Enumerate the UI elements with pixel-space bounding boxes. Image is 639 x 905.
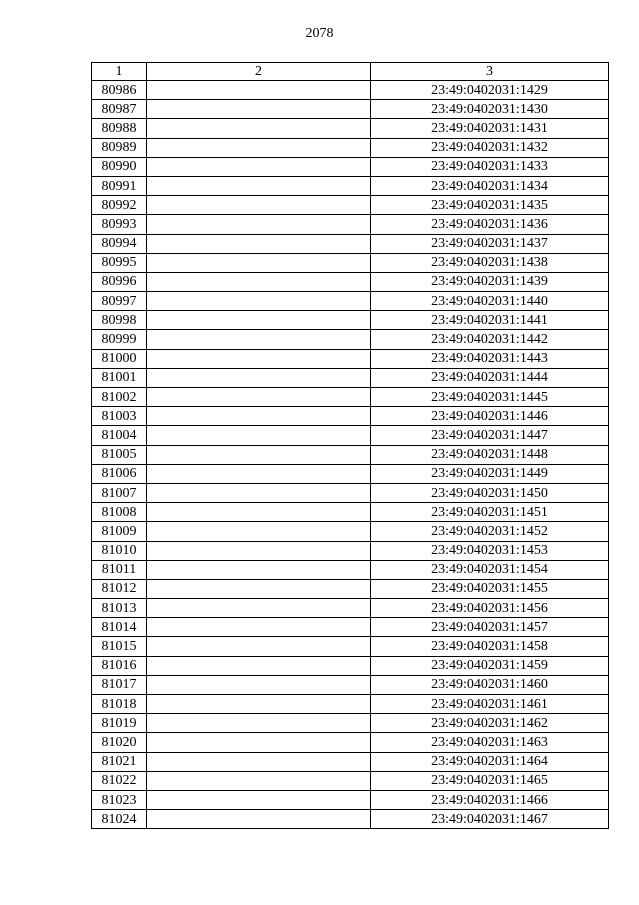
cadastral-number-cell: 23:49:0402031:1437 [371, 234, 609, 253]
column-header-3: 3 [371, 63, 609, 81]
row-number-cell: 81023 [92, 790, 147, 809]
row-empty-cell [147, 656, 371, 675]
row-number-cell: 81002 [92, 388, 147, 407]
table-row [92, 445, 609, 464]
cadastral-number-cell: 23:49:0402031:1461 [371, 695, 609, 714]
cadastral-number-cell: 23:49:0402031:1463 [371, 733, 609, 752]
table-row [92, 810, 609, 829]
cadastral-number-cell: 23:49:0402031:1443 [371, 349, 609, 368]
column-header-2: 2 [147, 63, 371, 81]
row-number-cell: 81010 [92, 541, 147, 560]
row-number-cell: 80994 [92, 234, 147, 253]
cadastral-number-cell: 23:49:0402031:1457 [371, 618, 609, 637]
cadastral-number-cell: 23:49:0402031:1445 [371, 388, 609, 407]
row-empty-cell [147, 157, 371, 176]
table-row [92, 215, 609, 234]
table-row [92, 426, 609, 445]
row-empty-cell [147, 752, 371, 771]
cadastral-number-cell: 23:49:0402031:1431 [371, 119, 609, 138]
row-number-cell: 81004 [92, 426, 147, 445]
row-empty-cell [147, 388, 371, 407]
table-row [92, 752, 609, 771]
table-row [92, 234, 609, 253]
table-body [92, 81, 609, 829]
row-number-cell: 81017 [92, 675, 147, 694]
row-empty-cell [147, 579, 371, 598]
cadastral-number-cell: 23:49:0402031:1432 [371, 138, 609, 157]
row-number-cell: 81005 [92, 445, 147, 464]
cadastral-number-cell: 23:49:0402031:1462 [371, 714, 609, 733]
row-number-cell: 81020 [92, 733, 147, 752]
table-row [92, 311, 609, 330]
table-row [92, 790, 609, 809]
row-empty-cell [147, 349, 371, 368]
table-row [92, 100, 609, 119]
row-number-cell: 81015 [92, 637, 147, 656]
row-empty-cell [147, 292, 371, 311]
row-number-cell: 81021 [92, 752, 147, 771]
row-number-cell: 81000 [92, 349, 147, 368]
table-row [92, 541, 609, 560]
row-number-cell: 81003 [92, 407, 147, 426]
row-number-cell: 80990 [92, 157, 147, 176]
table-row [92, 522, 609, 541]
row-empty-cell [147, 790, 371, 809]
row-number-cell: 81018 [92, 695, 147, 714]
table-header [92, 63, 609, 81]
table-row [92, 733, 609, 752]
table-row [92, 599, 609, 618]
cadastral-number-cell: 23:49:0402031:1436 [371, 215, 609, 234]
table-row [92, 157, 609, 176]
header-row [92, 63, 609, 81]
row-empty-cell [147, 426, 371, 445]
cadastral-number-cell: 23:49:0402031:1458 [371, 637, 609, 656]
row-number-cell: 81012 [92, 579, 147, 598]
row-empty-cell [147, 272, 371, 291]
cadastral-number-cell: 23:49:0402031:1444 [371, 368, 609, 387]
page-number: 2078 [305, 26, 334, 41]
cadastral-number-cell: 23:49:0402031:1430 [371, 100, 609, 119]
cadastral-number-cell: 23:49:0402031:1459 [371, 656, 609, 675]
cadastral-number-cell: 23:49:0402031:1454 [371, 560, 609, 579]
cadastral-number-cell: 23:49:0402031:1451 [371, 503, 609, 522]
table-row [92, 253, 609, 272]
table-row [92, 292, 609, 311]
table-row [92, 637, 609, 656]
row-number-cell: 81022 [92, 771, 147, 790]
table-row [92, 560, 609, 579]
column-header-1: 1 [92, 63, 147, 81]
row-empty-cell [147, 810, 371, 829]
cadastral-number-cell: 23:49:0402031:1434 [371, 176, 609, 195]
cadastral-number-cell: 23:49:0402031:1438 [371, 253, 609, 272]
table-row [92, 483, 609, 502]
row-number-cell: 81016 [92, 656, 147, 675]
row-number-cell: 81011 [92, 560, 147, 579]
cadastral-number-cell: 23:49:0402031:1429 [371, 81, 609, 100]
table-row [92, 579, 609, 598]
row-empty-cell [147, 618, 371, 637]
row-number-cell: 81014 [92, 618, 147, 637]
row-empty-cell [147, 119, 371, 138]
cadastral-number-cell: 23:49:0402031:1441 [371, 311, 609, 330]
row-empty-cell [147, 100, 371, 119]
cadastral-number-cell: 23:49:0402031:1449 [371, 464, 609, 483]
row-empty-cell [147, 675, 371, 694]
row-empty-cell [147, 695, 371, 714]
register-table [91, 62, 609, 829]
row-number-cell: 80995 [92, 253, 147, 272]
table-row [92, 695, 609, 714]
table-row [92, 330, 609, 349]
row-number-cell: 81019 [92, 714, 147, 733]
row-empty-cell [147, 541, 371, 560]
table-row [92, 176, 609, 195]
row-number-cell: 80996 [92, 272, 147, 291]
row-empty-cell [147, 637, 371, 656]
cadastral-number-cell: 23:49:0402031:1456 [371, 599, 609, 618]
table-row [92, 407, 609, 426]
row-number-cell: 80986 [92, 81, 147, 100]
table-row [92, 503, 609, 522]
cadastral-number-cell: 23:49:0402031:1452 [371, 522, 609, 541]
table-row [92, 388, 609, 407]
row-number-cell: 81006 [92, 464, 147, 483]
row-number-cell: 80988 [92, 119, 147, 138]
row-number-cell: 80997 [92, 292, 147, 311]
table-row [92, 618, 609, 637]
row-number-cell: 81008 [92, 503, 147, 522]
row-empty-cell [147, 771, 371, 790]
row-empty-cell [147, 368, 371, 387]
cadastral-number-cell: 23:49:0402031:1442 [371, 330, 609, 349]
row-number-cell: 81001 [92, 368, 147, 387]
row-number-cell: 80998 [92, 311, 147, 330]
table-row [92, 675, 609, 694]
row-empty-cell [147, 503, 371, 522]
row-empty-cell [147, 330, 371, 349]
row-number-cell: 80991 [92, 176, 147, 195]
table-row [92, 272, 609, 291]
cadastral-number-cell: 23:49:0402031:1460 [371, 675, 609, 694]
row-empty-cell [147, 483, 371, 502]
cadastral-number-cell: 23:49:0402031:1450 [371, 483, 609, 502]
table-row [92, 656, 609, 675]
row-empty-cell [147, 176, 371, 195]
cadastral-number-cell: 23:49:0402031:1448 [371, 445, 609, 464]
table-row [92, 119, 609, 138]
row-empty-cell [147, 464, 371, 483]
row-empty-cell [147, 599, 371, 618]
cadastral-number-cell: 23:49:0402031:1439 [371, 272, 609, 291]
table-row [92, 771, 609, 790]
row-empty-cell [147, 733, 371, 752]
row-number-cell: 81024 [92, 810, 147, 829]
row-empty-cell [147, 196, 371, 215]
row-number-cell: 81013 [92, 599, 147, 618]
row-empty-cell [147, 138, 371, 157]
row-empty-cell [147, 215, 371, 234]
row-empty-cell [147, 81, 371, 100]
cadastral-number-cell: 23:49:0402031:1467 [371, 810, 609, 829]
row-number-cell: 81007 [92, 483, 147, 502]
cadastral-number-cell: 23:49:0402031:1447 [371, 426, 609, 445]
cadastral-number-cell: 23:49:0402031:1466 [371, 790, 609, 809]
table-row [92, 464, 609, 483]
cadastral-number-cell: 23:49:0402031:1433 [371, 157, 609, 176]
cadastral-number-cell: 23:49:0402031:1453 [371, 541, 609, 560]
row-number-cell: 80987 [92, 100, 147, 119]
table-row [92, 349, 609, 368]
table-row [92, 138, 609, 157]
row-empty-cell [147, 522, 371, 541]
row-number-cell: 80993 [92, 215, 147, 234]
row-empty-cell [147, 407, 371, 426]
row-empty-cell [147, 311, 371, 330]
row-number-cell: 80999 [92, 330, 147, 349]
cadastral-number-cell: 23:49:0402031:1435 [371, 196, 609, 215]
table-row [92, 368, 609, 387]
row-empty-cell [147, 445, 371, 464]
table-row [92, 714, 609, 733]
table-row [92, 196, 609, 215]
cadastral-number-cell: 23:49:0402031:1440 [371, 292, 609, 311]
row-number-cell: 80992 [92, 196, 147, 215]
row-empty-cell [147, 714, 371, 733]
row-empty-cell [147, 234, 371, 253]
table-row [92, 81, 609, 100]
cadastral-number-cell: 23:49:0402031:1446 [371, 407, 609, 426]
row-number-cell: 80989 [92, 138, 147, 157]
row-number-cell: 81009 [92, 522, 147, 541]
cadastral-number-cell: 23:49:0402031:1464 [371, 752, 609, 771]
row-empty-cell [147, 560, 371, 579]
row-empty-cell [147, 253, 371, 272]
cadastral-number-cell: 23:49:0402031:1455 [371, 579, 609, 598]
cadastral-number-cell: 23:49:0402031:1465 [371, 771, 609, 790]
